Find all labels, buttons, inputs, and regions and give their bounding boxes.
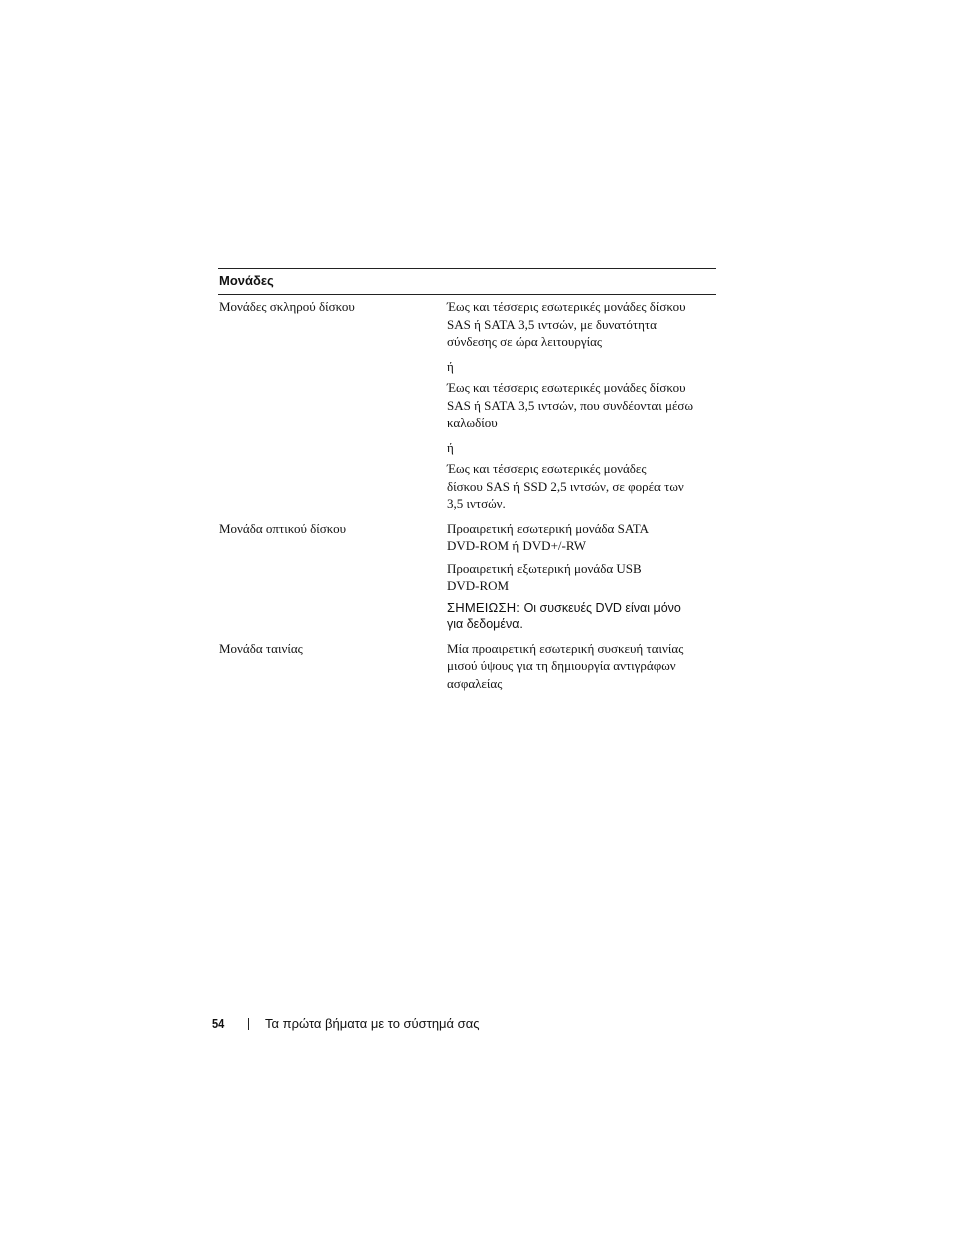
spec-table bbox=[218, 268, 716, 692]
text-line: Έως και τέσσερις εσωτερικές μονάδες bbox=[447, 461, 647, 476]
text-line: δίσκου SAS ή SSD 2,5 ιντσών, σε φορέα των bbox=[447, 478, 684, 494]
text-line: 3,5 ιντσών. bbox=[447, 496, 506, 511]
row-label: Μονάδες σκληρού δίσκου bbox=[219, 299, 355, 314]
paragraph bbox=[447, 640, 716, 693]
page-footer bbox=[212, 1015, 480, 1033]
text-line: SAS ή SATA 3,5 ιντσών, με δυνατότητα bbox=[447, 316, 657, 332]
row-content bbox=[447, 520, 716, 633]
paragraph bbox=[447, 358, 716, 376]
text-line: ή bbox=[447, 439, 454, 455]
note-text: Οι συσκευές DVD είναι μόνο bbox=[523, 600, 681, 615]
note bbox=[447, 600, 716, 633]
text-line: σύνδεσης σε ώρα λειτουργίας bbox=[447, 334, 603, 349]
paragraph bbox=[447, 379, 716, 432]
row-label: Μονάδα οπτικού δίσκου bbox=[219, 520, 347, 536]
text-line: SAS ή SATA 3,5 ιντσών, που συνδέονται μέσω bbox=[447, 397, 693, 413]
text-line: καλωδίου bbox=[447, 415, 498, 430]
text-line: DVD-ROM bbox=[447, 578, 510, 593]
note-label: ΣΗΜΕΙΩΣΗ: bbox=[447, 599, 521, 615]
paragraph bbox=[447, 460, 716, 513]
text-line: Έως και τέσσερις εσωτερικές μονάδες δίσκου bbox=[447, 380, 686, 395]
text-line: Προαιρετική εξωτερική μονάδα USB bbox=[447, 560, 642, 576]
text-line: μισού ύψους για τη δημιουργία αντιγράφων bbox=[447, 658, 676, 673]
row-hard-drives bbox=[218, 295, 716, 513]
text-line: Μία προαιρετική εσωτερική συσκευή ταινίας bbox=[447, 640, 684, 656]
row-content bbox=[447, 640, 716, 693]
text-line bbox=[447, 600, 716, 617]
text-line: ασφαλείας bbox=[447, 675, 503, 691]
note-text: για δεδομένα. bbox=[447, 617, 523, 631]
paragraph bbox=[447, 560, 716, 595]
paragraph bbox=[447, 298, 716, 351]
footer-separator bbox=[248, 1018, 249, 1030]
text-line: Έως και τέσσερις εσωτερικές μονάδες δίσκου bbox=[447, 299, 686, 314]
row-label: Μονάδα ταινίας bbox=[219, 640, 303, 656]
footer-title: Τα πρώτα βήματα με το σύστημά σας bbox=[265, 1016, 480, 1031]
page-number: 54 bbox=[212, 1016, 225, 1031]
paragraph bbox=[447, 439, 716, 457]
text-line: DVD-ROM ή DVD+/-RW bbox=[447, 538, 587, 553]
paragraph bbox=[447, 520, 716, 555]
row-content bbox=[447, 298, 716, 513]
row-optical-drive bbox=[218, 520, 716, 633]
section-title: Μονάδες bbox=[219, 273, 274, 288]
text-line: Προαιρετική εσωτερική μονάδα SATA bbox=[447, 520, 650, 536]
row-tape-drive bbox=[218, 640, 716, 693]
text-line: ή bbox=[447, 358, 454, 374]
